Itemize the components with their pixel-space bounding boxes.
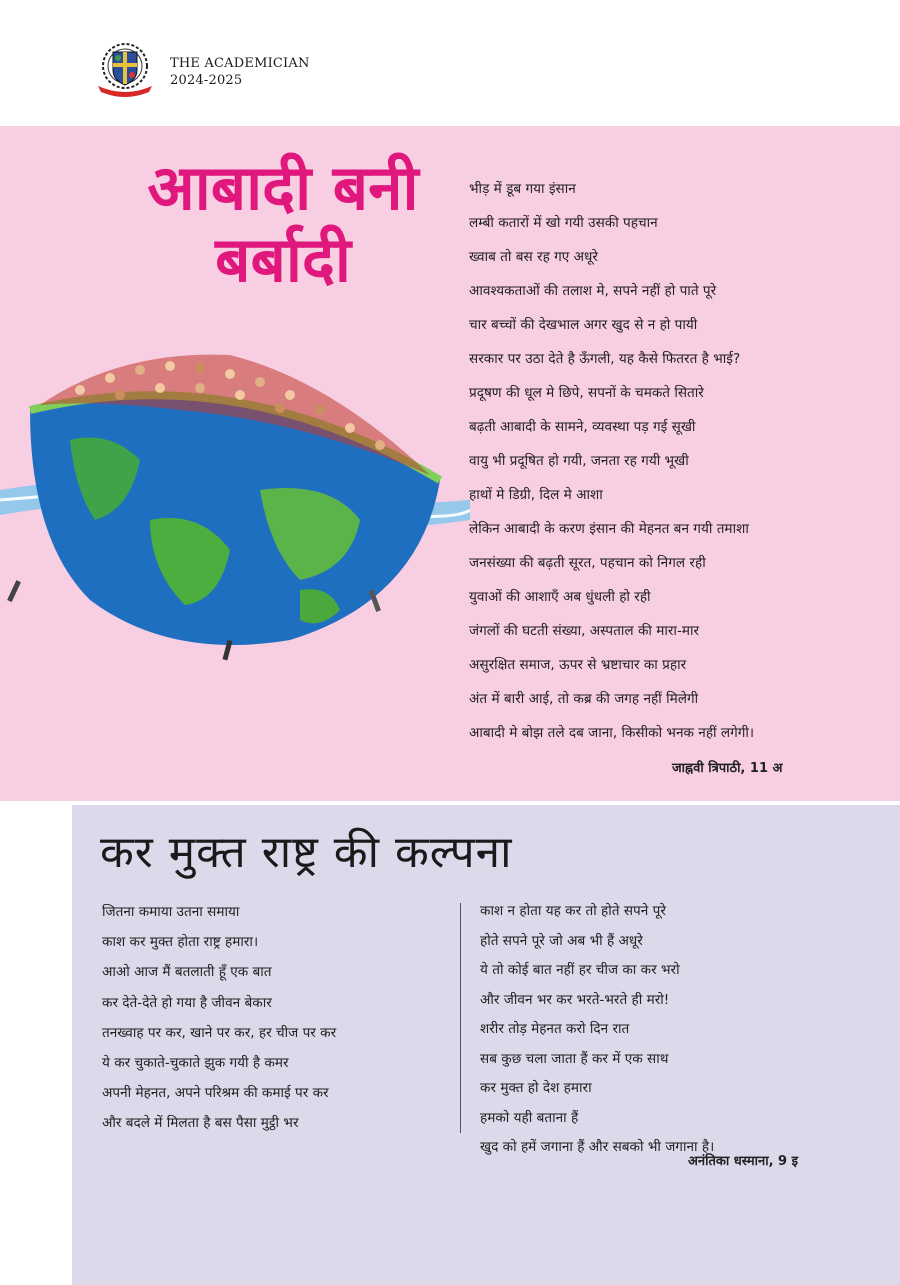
poem-line: सब कुछ चला जाता हैं कर में एक साथ [480, 1050, 669, 1067]
poem-lines-population [469, 172, 889, 750]
poem-line: होते सपने पूरे जो अब भी हैं अधूरे [480, 932, 643, 949]
crowded-globe-illustration [0, 340, 470, 670]
page-header [0, 0, 900, 126]
poem-line: ख्वाब तो बस रह गए अधूरे [469, 249, 598, 265]
poem-line: आबादी मे बोझ तले दब जाना, किसीको भनक नहीं लगेगी। [469, 725, 755, 741]
poem-line: सरकार पर उठा देते है ऊँगली, यह कैसे फितरत है भाई? [469, 351, 741, 367]
poem-line: हमको यही बताना हैं [480, 1109, 579, 1126]
poem-title-population [88, 152, 478, 296]
poem-line: भीड़ में डूब गया इंसान [469, 181, 576, 197]
poem-author-population: जाह्नवी त्रिपाठी, 11 अ [672, 761, 783, 776]
poem-line: जितना कमाया उतना समाया [102, 904, 240, 920]
poem-line: ये तो कोई बात नहीं हर चीज का कर भरो [480, 962, 680, 978]
poem-line: काश न होता यह कर तो होते सपने पूरे [480, 903, 666, 919]
poem-line: अंत में बारी आई, तो कब्र की जगह नहीं मिलेगी [469, 691, 699, 707]
column-divider [460, 903, 461, 1133]
poem-line: असुरक्षित समाज, ऊपर से भ्रष्टाचार का प्रहार [469, 657, 687, 673]
poem-line: और जीवन भर कर भरते-भरते ही मरो! [480, 991, 670, 1008]
school-crest-icon [92, 40, 158, 98]
publication-name: THE ACADEMICIAN [170, 56, 310, 71]
poem-line: आवश्यकताओं की तलाश मे, सपने नहीं हो पाते पूरे [469, 283, 717, 299]
poem-column-left [102, 897, 462, 1139]
poem-line: चार बच्चों की देखभाल अगर खुद से न हो पायी [469, 317, 698, 333]
poem-line: हाथों मे डिग्री, दिल मे आशा [469, 487, 603, 503]
poem-line: कर मुक्त हो देश हमारा [480, 1080, 592, 1096]
poem-line: वायु भी प्रदूषित हो गयी, जनता रह गयी भूखी [469, 453, 689, 469]
poem-line: खुद को हमें जगाना हैं और सबको भी जगाना है। [480, 1139, 715, 1155]
poem-line: और बदले में मिलता है बस पैसा मुट्ठी भर [102, 1115, 299, 1132]
poem-author-tax-free: अनंतिका धस्माना, 9 इ [688, 1154, 798, 1169]
poem-line: आओ आज मैं बतलाती हूँ एक बात [102, 964, 272, 981]
poem-line: ये कर चुकाते-चुकाते झुक गयी है कमर [102, 1054, 289, 1071]
poem-column-right [480, 897, 860, 1163]
poem-section-tax-free [72, 805, 900, 1285]
poem-line: शरीर तोड़ मेहनत करो दिन रात [480, 1021, 630, 1037]
poem-title-line-2: बर्बादी [215, 223, 351, 296]
poem-line: लेकिन आबादी के करण इंसान की मेहनत बन गयी तमाशा [469, 521, 749, 537]
poem-section-population [0, 126, 900, 801]
poem-line: बढ़ती आबादी के सामने, व्यवस्था पड़ गई सूखी [469, 419, 696, 435]
poem-title-line-1: आबादी बनी [147, 151, 419, 224]
poem-line: काश कर मुक्त होता राष्ट्र हमारा। [102, 934, 259, 951]
poem-line: कर देते-देते हो गया है जीवन बेकार [102, 994, 272, 1011]
poem-line: लम्बी कतारों में खो गयी उसकी पहचान [469, 215, 658, 231]
poem-line: जनसंख्या की बढ़ती सूरत, पहचान को निगल रही [469, 555, 706, 571]
poem-line: तनख्वाह पर कर, खाने पर कर, हर चीज पर कर [102, 1024, 337, 1041]
poem-title-tax-free: कर मुक्त राष्ट्र की कल्पना [100, 827, 513, 878]
publication-year: 2024-2025 [170, 73, 243, 88]
publication-info [170, 55, 310, 89]
poem-line: युवाओं की आशाएँ अब धुंधली हो रही [469, 589, 651, 605]
poem-line: जंगलों की घटती संख्या, अस्पताल की मारा-मार [469, 623, 700, 639]
poem-line: अपनी मेहनत, अपने परिश्रम की कमाई पर कर [102, 1085, 329, 1102]
poem-line: प्रदूषण की धूल मे छिपे, सपनों के चमकते सितारे [469, 385, 704, 401]
